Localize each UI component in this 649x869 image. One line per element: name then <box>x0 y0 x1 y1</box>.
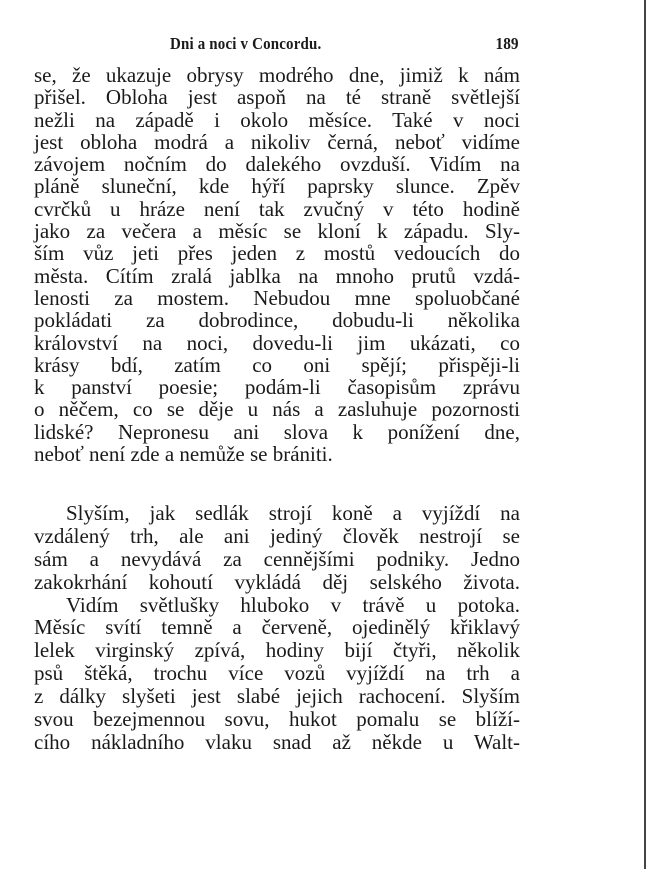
text-line: ším vůz jeti přes jeden z mostů vedoucích do <box>34 241 520 266</box>
page-number: 189 <box>495 34 518 53</box>
text-line: města. Cítím zralá jablka na mnoho prutů vzdá- <box>34 263 520 288</box>
paragraph-1 <box>34 64 520 465</box>
text-line: království na noci, dovedu-li jim ukázati, co <box>34 330 520 355</box>
text-line: z dálky slyšeti jest slabé jejich rachocení. Slyším <box>34 684 520 709</box>
text-line: pláně sluneční, kde hýří paprsky slunce. Zpěv <box>34 174 520 199</box>
text-line: jako za večera a měsíc se kloní k západu. Sly- <box>34 219 520 244</box>
text-line: nežli na západě i okolo měsíce. Také v noci <box>34 107 520 132</box>
text-line: závojem nočním do dalekého ovzduší. Vidím na <box>34 152 520 177</box>
text-line: Vidím světlušky hluboko v trávě u potoka. <box>66 592 520 617</box>
text-line: krásy bdí, zatím co oni spějí; přispěji-li <box>34 352 520 377</box>
text-line: neboť není zde a nemůže se brániti. <box>34 442 333 467</box>
text-line: psů štěká, trochu více vozů vyjíždí na trh a <box>34 661 520 686</box>
text-line: jest obloha modrá a nikoliv černá, neboť vidíme <box>34 129 520 154</box>
text-line: o něčem, co se děje u nás a zasluhuje pozornosti <box>34 397 520 422</box>
text-line: Slyším, jak sedlák strojí koně a vyjíždí na <box>66 501 520 525</box>
text-line: zakokrhání kohoutí vykládá děj selského života. <box>34 569 520 594</box>
text-line: k panství poesie; podám-li časopisům zprávu <box>34 375 520 400</box>
text-line: pokládati za dobrodince, dobudu-li několika <box>34 308 520 333</box>
text-line: vzdálený trh, ale ani jediný člověk nestrojí se <box>34 523 520 548</box>
text-line: lidské? Nepronesu ani slova k ponížení dne, <box>34 419 520 444</box>
text-line: sám a nevydává za cennějšími podniky. Jedno <box>34 546 520 571</box>
text-line: lenosti za mostem. Nebudou mne spoluobčané <box>34 285 520 310</box>
text-line: cvrčků u hráze není tak zvučný v této hodině <box>34 196 520 221</box>
text-line: přišel. Obloha jest aspoň na té straně světlejší <box>34 85 520 110</box>
text-line: Měsíc svítí temně a červeně, ojedinělý křiklavý <box>34 615 520 640</box>
text-line: se, že ukazuje obrysy modrého dne, jimiž k nám <box>34 63 520 87</box>
running-title: Dni a noci v Concordu. <box>170 34 322 53</box>
paragraph-2 <box>34 502 520 754</box>
page-edge <box>644 0 646 869</box>
running-header <box>34 34 520 58</box>
text-line: cího nákladního vlaku snad až někde u Walt- <box>34 729 520 754</box>
text-line: svou bezejmennou sovu, hukot pomalu se blíží- <box>34 707 520 732</box>
text-line: lelek virginský zpívá, hodiny bijí čtyři, několik <box>34 638 520 663</box>
